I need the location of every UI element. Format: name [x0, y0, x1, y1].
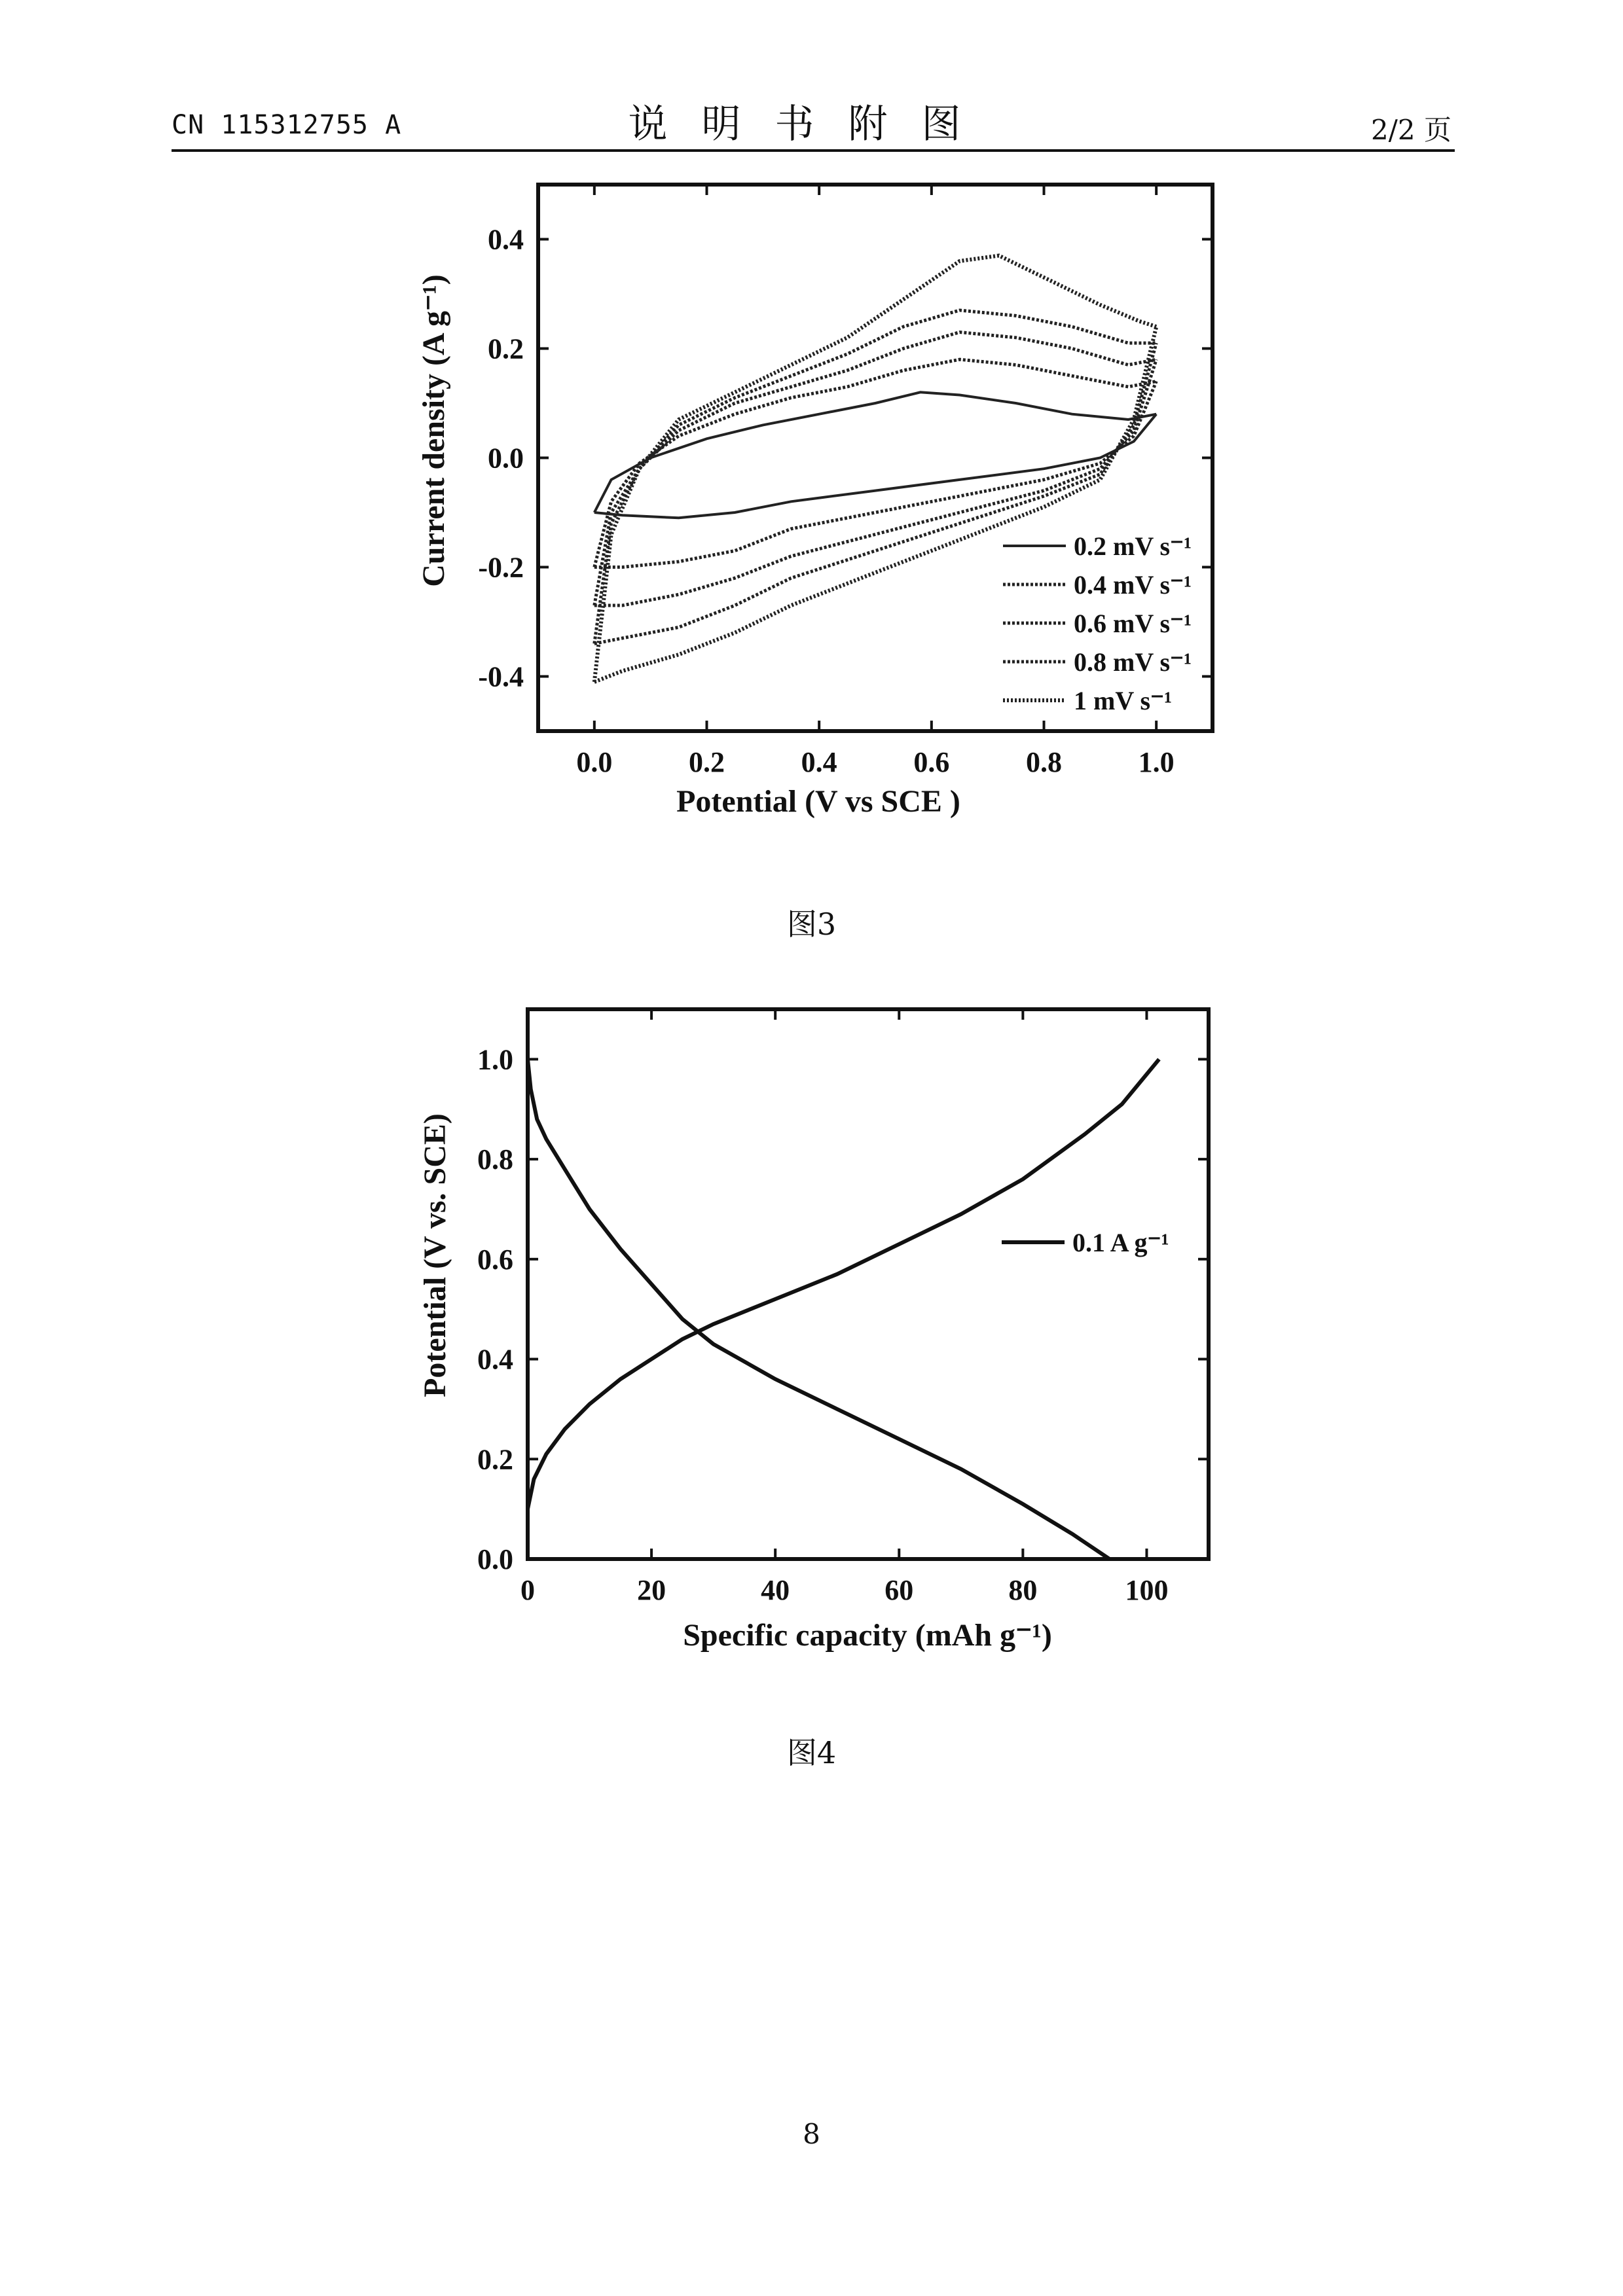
legend-label: 1 mV s⁻¹ [1074, 686, 1173, 715]
discharge-curve [528, 1059, 1110, 1559]
legend-label: 0.4 mV s⁻¹ [1074, 570, 1192, 600]
x-tick-label: 100 [1125, 1574, 1169, 1606]
figure-caption-4: 图4 [786, 1735, 837, 1770]
cv-curve-lower [594, 382, 1156, 567]
x-tick-label: 0.4 [801, 746, 837, 778]
y-tick-label: 0.0 [488, 442, 524, 475]
cv-curve-upper [594, 332, 1156, 606]
y-tick-label: 0.0 [477, 1543, 513, 1575]
cv-curve-upper [594, 256, 1156, 682]
x-tick-label: 60 [884, 1574, 914, 1606]
charge-curve [528, 1059, 1159, 1509]
y-tick-label: 0.4 [477, 1343, 513, 1376]
y-tick-label: 0.2 [488, 332, 524, 365]
page-count: 2/2 页 [1371, 114, 1451, 146]
charge-discharge-chart [0, 975, 1623, 1728]
page-number: 8 [803, 2118, 820, 2150]
cv-curve-upper [594, 310, 1156, 643]
y-axis-label-text: Current density (A g⁻¹) [416, 274, 451, 587]
x-tick-label: 0.8 [1026, 746, 1062, 778]
x-tick-label: 0.2 [689, 746, 725, 778]
x-tick-label: 80 [1008, 1574, 1038, 1606]
patent-number: CN 115312755 A [172, 110, 402, 140]
cv-curve-lower [594, 359, 1156, 605]
cv-curve-upper [594, 392, 1156, 512]
y-tick-label: 1.0 [477, 1043, 513, 1076]
y-tick-label: -0.2 [478, 551, 524, 584]
y-axis-label: Potential (V vs. SCE) [418, 1113, 452, 1397]
legend-label: 0.6 mV s⁻¹ [1074, 609, 1192, 638]
x-tick-label: 0.0 [576, 746, 613, 778]
cv-curve-lower [594, 343, 1156, 643]
legend-label: 0.8 mV s⁻¹ [1074, 647, 1192, 677]
y-tick-label: 0.8 [477, 1143, 513, 1176]
y-axis-label [416, 274, 451, 587]
page-header-title: 说明书附图 [628, 101, 995, 147]
y-tick-label: 0.6 [477, 1243, 513, 1276]
y-tick-label: -0.4 [478, 660, 524, 693]
x-tick-label: 1.0 [1138, 746, 1175, 778]
legend-label: 0.1 A g⁻¹ [1072, 1228, 1169, 1257]
cv-chart [0, 151, 1623, 903]
x-axis-label: Potential (V vs SCE ) [676, 784, 960, 819]
x-tick-label: 0.6 [913, 746, 950, 778]
legend-label: 0.2 mV s⁻¹ [1074, 531, 1192, 561]
x-tick-label: 20 [637, 1574, 666, 1606]
figure-caption-3: 图3 [786, 906, 837, 942]
x-tick-label: 40 [761, 1574, 790, 1606]
x-axis-label: Specific capacity (mAh g⁻¹) [683, 1618, 1052, 1653]
y-tick-label: 0.4 [488, 223, 524, 256]
y-tick-label: 0.2 [477, 1443, 513, 1476]
x-tick-label: 0 [520, 1574, 535, 1606]
plot-frame [528, 1009, 1209, 1559]
